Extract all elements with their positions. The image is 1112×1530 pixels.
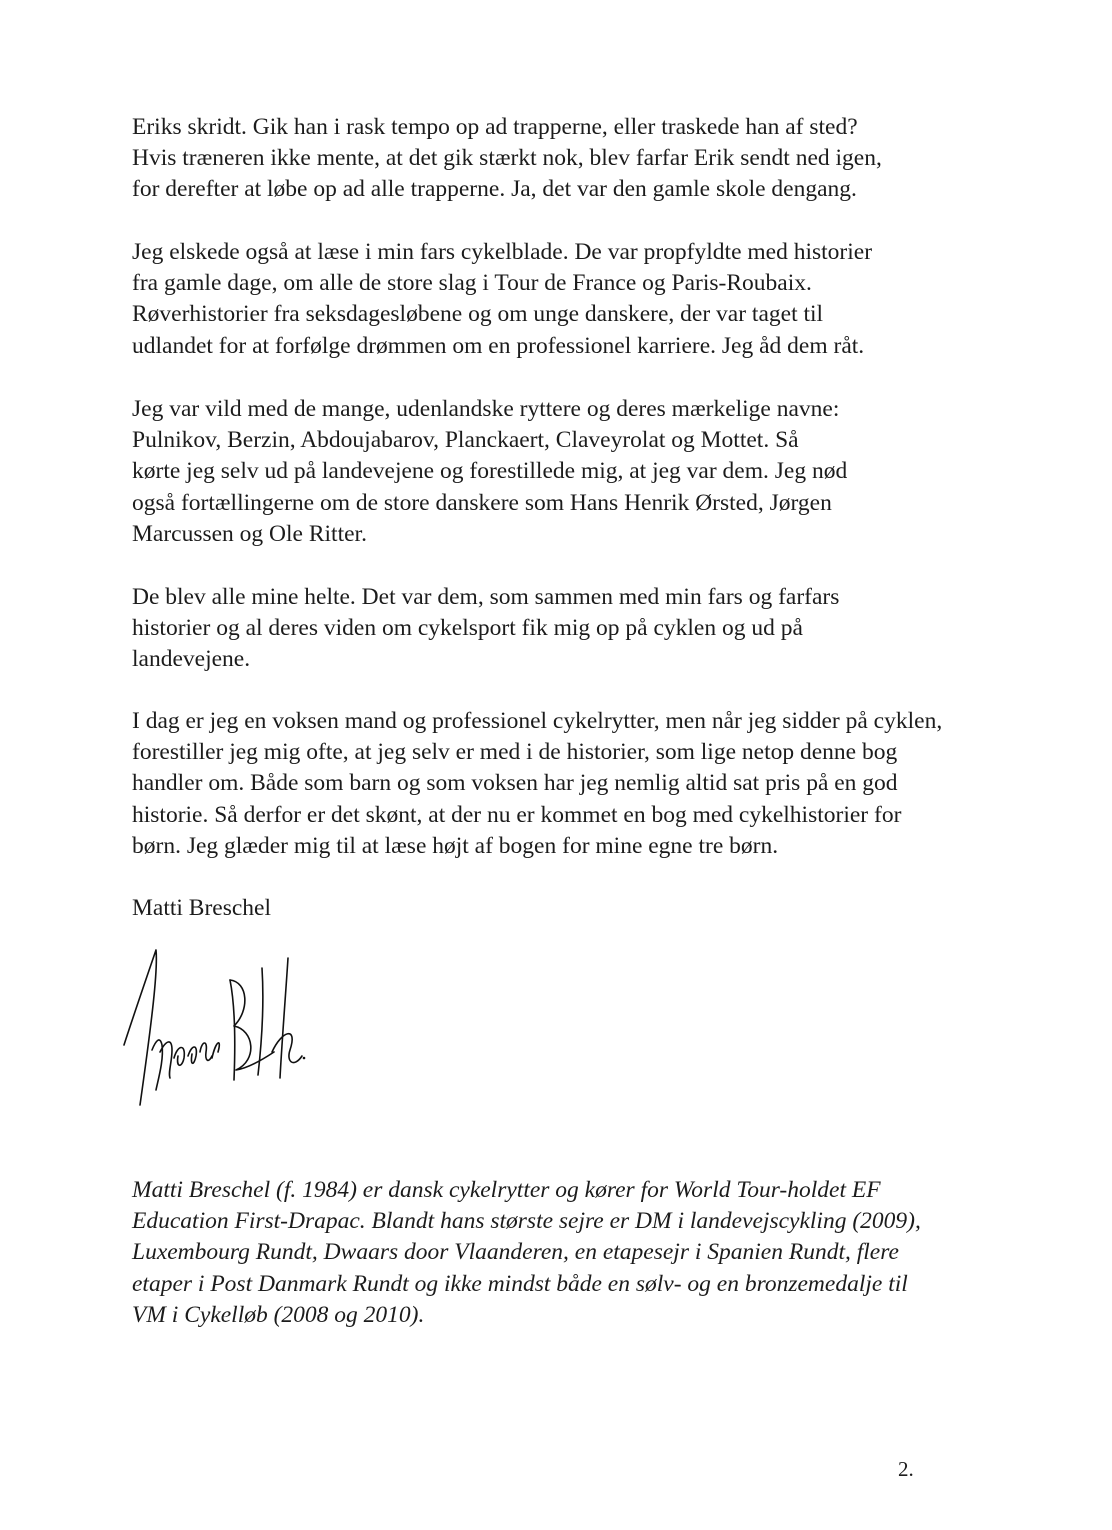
text-line: udlandet for at forfølge drømmen om en professionel karriere. Jeg åd dem råt. [132,332,865,359]
text-line: De blev alle mine helte. Det var dem, som sammen med min fars og farfars [132,584,840,610]
text-line: kørte jeg selv ud på landevejene og forestillede mig, at jeg var dem. Jeg nød [132,458,848,485]
bio-line: VM i Cykelløb (2008 og 2010). [132,1301,425,1328]
author-bio [132,1175,1012,1331]
signoff-name [132,893,1012,924]
text-line: Jeg elskede også at læse i min fars cykelblade. De var propfyldte med historier [132,239,873,265]
text-line: Røverhistorier fra seksdagesløbene og om unge danskere, der var taget til [132,301,824,328]
text-line: fra gamle dage, om alle de store slag i Tour de France og Paris-Roubaix. [132,270,812,297]
text-line: Eriks skridt. Gik han i rask tempo op ad trapperne, eller traskede han af sted? [132,114,858,140]
text-line: handler om. Både som barn og som voksen har jeg nemlig altid sat pris på en god [132,770,898,797]
paragraph-4 [132,582,1012,676]
text-line: I dag er jeg en voksen mand og professionel cykelrytter, men når jeg sidder på cyklen, [132,708,943,734]
page-number: 2. [898,1457,914,1481]
text-line: Hvis træneren ikke mente, at det gik stærkt nok, blev farfar Erik sendt ned igen, [132,145,882,172]
text-line: landevejene. [132,646,251,673]
text-line: for derefter at løbe op ad alle trapperne. Ja, det var den gamle skole dengang. [132,176,857,203]
bio-line: Matti Breschel (f. 1984) er dansk cykelrytter og kører for World Tour-holdet EF [132,1177,881,1203]
text-line: også fortællingerne om de store danskere som Hans Henrik Ørsted, Jørgen [132,489,832,516]
text-line: Marcussen og Ole Ritter. [132,520,367,547]
text-line: historie. Så derfor er det skønt, at der nu er kommet en bog med cykelhistorier for [132,801,902,828]
paragraph-5 [132,706,1012,862]
text-line: børn. Jeg glæder mig til at læse højt af bogen for mine egne tre børn. [132,832,779,859]
bio-line: Luxembourg Rundt, Dwaars door Vlaanderen, en etapesejr i Spanien Rundt, flere [132,1239,899,1266]
paragraph-2 [132,237,1012,362]
text-line: historier og al deres viden om cykelsport fik mig op på cyklen og ud på [132,615,803,642]
paragraph-3 [132,394,1012,550]
author-name: Matti Breschel [132,895,272,921]
bio-line: etaper i Post Danmark Rundt og ikke mindst både en sølv- og en bronzemedalje til [132,1270,908,1297]
bio-line: Education First-Drapac. Blandt hans største sejre er DM i landevejscykling (2009), [132,1208,921,1235]
paragraph-1 [132,112,1012,206]
text-line: Pulnikov, Berzin, Abdoujabarov, Planckaert, Claveyrolat og Mottet. Så [132,427,799,454]
text-line: Jeg var vild med de mange, udenlandske ryttere og deres mærkelige navne: [132,396,840,422]
handwritten-signature [112,940,312,1115]
text-line: forestiller jeg mig ofte, at jeg selv er med i de historier, som lige netop denne bog [132,739,898,766]
